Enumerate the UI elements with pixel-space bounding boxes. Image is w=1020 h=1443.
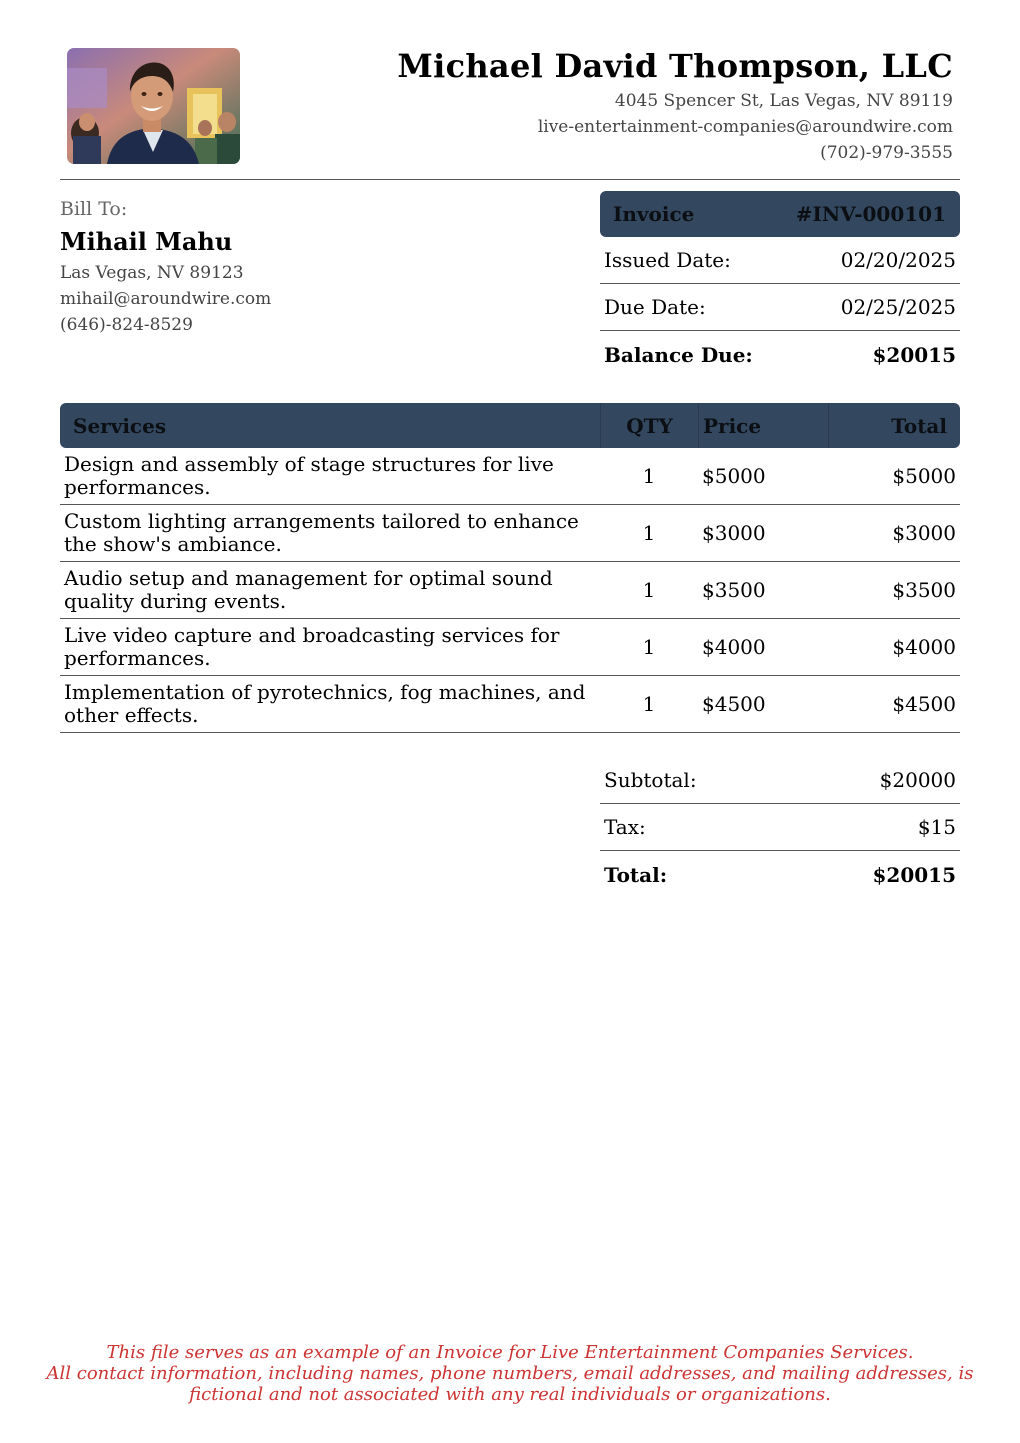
balance-due-label: Balance Due: bbox=[604, 342, 753, 367]
service-price: $3000 bbox=[702, 521, 766, 545]
service-price: $3500 bbox=[702, 578, 766, 602]
company-header bbox=[397, 44, 953, 166]
company-name: Michael David Thompson, LLC bbox=[397, 47, 953, 85]
subtotal-row bbox=[600, 757, 960, 804]
tax-row bbox=[600, 804, 960, 851]
service-description: Live video capture and broadcasting services for performances. bbox=[64, 623, 560, 670]
service-total: $3500 bbox=[892, 578, 956, 602]
service-description: Design and assembly of stage structures for live performances. bbox=[64, 452, 554, 499]
totals-section bbox=[600, 757, 960, 898]
bill-to-section bbox=[60, 196, 271, 338]
invoice-header bbox=[600, 191, 960, 237]
header-total: Total bbox=[828, 403, 960, 448]
service-qty: 1 bbox=[642, 692, 656, 716]
bill-to-phone: (646)-824-8529 bbox=[60, 315, 193, 335]
service-description: Audio setup and management for optimal sound quality during events. bbox=[64, 566, 553, 613]
table-header bbox=[60, 403, 960, 448]
issued-date-label: Issued Date: bbox=[604, 248, 731, 272]
service-description: Implementation of pyrotechnics, fog machines, and other effects. bbox=[64, 680, 586, 727]
company-photo bbox=[67, 48, 240, 164]
header-qty: QTY bbox=[600, 403, 698, 448]
table-row bbox=[60, 562, 960, 619]
total-value: $20015 bbox=[872, 862, 956, 887]
bill-to-label: Bill To: bbox=[60, 198, 128, 220]
footer-line-2: All contact information, including names, phone numbers, email addresses, and mailing addresses, is bbox=[46, 1363, 974, 1384]
service-qty: 1 bbox=[642, 464, 656, 488]
due-date-row bbox=[600, 284, 960, 331]
balance-due-row bbox=[600, 331, 960, 378]
service-price: $4500 bbox=[702, 692, 766, 716]
bill-to-address: Las Vegas, NV 89123 bbox=[60, 263, 244, 283]
service-total: $5000 bbox=[892, 464, 956, 488]
invoice-number: #INV-000101 bbox=[795, 202, 946, 226]
subtotal-label: Subtotal: bbox=[604, 768, 697, 792]
service-price: $4000 bbox=[702, 635, 766, 659]
due-date-label: Due Date: bbox=[604, 295, 706, 319]
tax-label: Tax: bbox=[604, 815, 646, 839]
footer-line-1: This file serves as an example of an Invoice for Live Entertainment Companies Services. bbox=[106, 1342, 914, 1363]
service-total: $4000 bbox=[892, 635, 956, 659]
bill-to-name: Mihail Mahu bbox=[60, 227, 233, 256]
service-total: $4500 bbox=[892, 692, 956, 716]
service-qty: 1 bbox=[642, 635, 656, 659]
total-label: Total: bbox=[604, 862, 668, 887]
table-row bbox=[60, 619, 960, 676]
balance-due-value: $20015 bbox=[872, 342, 956, 367]
issued-date-row bbox=[600, 237, 960, 284]
table-row bbox=[60, 676, 960, 733]
due-date-value: 02/25/2025 bbox=[840, 295, 956, 319]
footer-line-3: fictional and not associated with any real individuals or organizations. bbox=[189, 1384, 831, 1405]
invoice-label: Invoice bbox=[613, 202, 695, 226]
invoice-info bbox=[600, 191, 960, 378]
header-price: Price bbox=[698, 403, 828, 448]
header-divider bbox=[60, 179, 960, 180]
services-table bbox=[60, 403, 960, 733]
service-price: $5000 bbox=[702, 464, 766, 488]
table-row bbox=[60, 505, 960, 562]
table-row bbox=[60, 448, 960, 505]
bill-to-email: mihail@aroundwire.com bbox=[60, 289, 272, 309]
subtotal-value: $20000 bbox=[879, 768, 956, 792]
service-qty: 1 bbox=[642, 578, 656, 602]
company-phone: (702)-979-3555 bbox=[820, 143, 953, 163]
tax-value: $15 bbox=[917, 815, 956, 839]
service-description: Custom lighting arrangements tailored to enhance the show's ambiance. bbox=[64, 509, 579, 556]
service-total: $3000 bbox=[892, 521, 956, 545]
company-email: live-entertainment-companies@aroundwire.com bbox=[537, 117, 953, 137]
header-services: Services bbox=[73, 413, 167, 438]
total-row bbox=[600, 851, 960, 898]
footer-disclaimer bbox=[0, 1342, 1020, 1405]
service-qty: 1 bbox=[642, 521, 656, 545]
issued-date-value: 02/20/2025 bbox=[840, 248, 956, 272]
company-address: 4045 Spencer St, Las Vegas, NV 89119 bbox=[614, 91, 953, 111]
